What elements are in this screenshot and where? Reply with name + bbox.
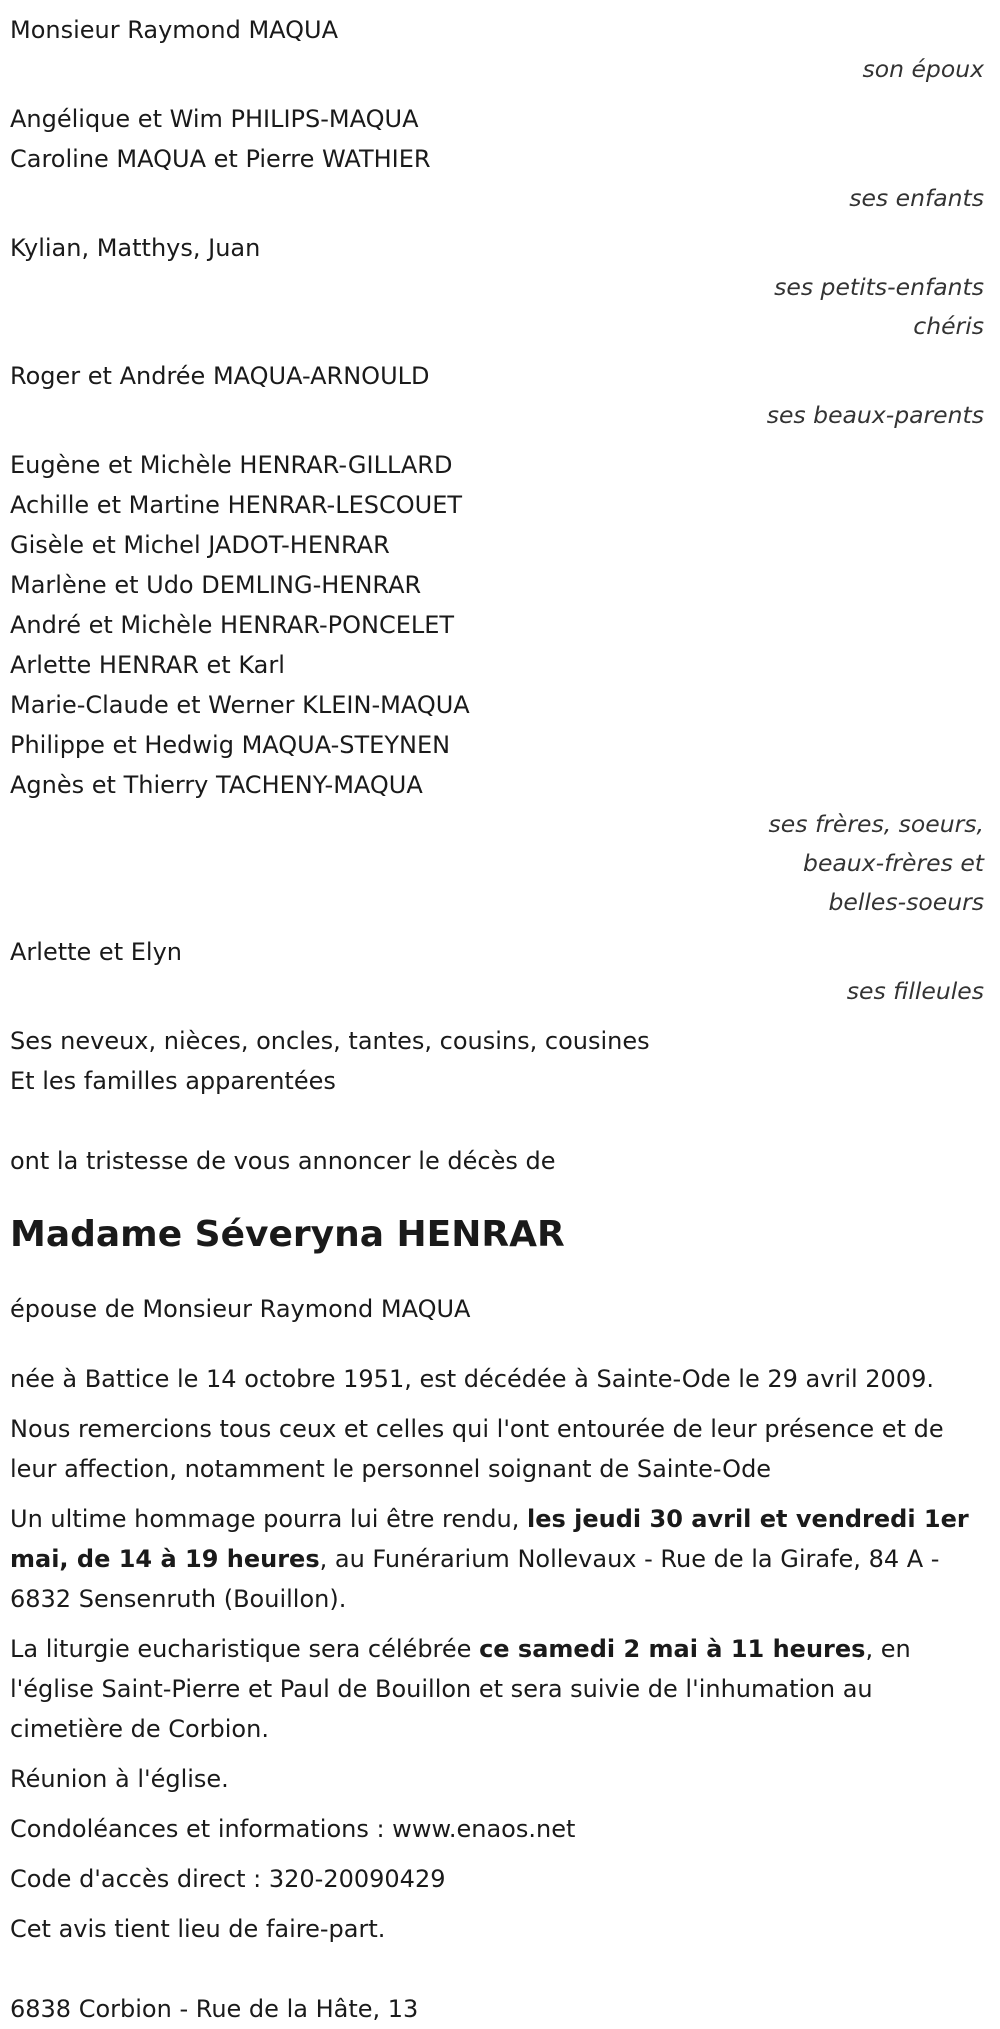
parents-in-law-role: ses beaux-parents: [766, 401, 984, 429]
related-families: Et les familles apparentées: [10, 1067, 336, 1095]
liturgy-location: , en l'église Saint-Pierre et Paul de Bouillon et sera suivie de l'inhumation au cimetière de Corbion.: [10, 1635, 911, 1743]
child-entry: Caroline MAQUA et Pierre WATHIER: [10, 145, 431, 173]
tribute-location: , au Funérarium Nollevaux - Rue de la Girafe, 84 A - 6832 Sensenruth (Bouillon).: [10, 1545, 940, 1613]
goddaughters-role: ses filleules: [846, 977, 984, 1005]
spouse-role: son époux: [862, 55, 984, 83]
grandchildren-names: Kylian, Matthys, Juan: [10, 234, 261, 262]
sibling-entry: Achille et Martine HENRAR-LESCOUET: [10, 491, 463, 519]
address-line: 6838 Corbion - Rue de la Hâte, 13: [10, 1995, 419, 2023]
child-entry: Angélique et Wim PHILIPS-MAQUA: [10, 105, 419, 133]
grandchildren-role-continued: chéris: [913, 312, 984, 340]
deceased-name: Madame Séveryna HENRAR: [10, 1214, 565, 1255]
siblings-role-continued: beaux-frères et: [803, 849, 984, 877]
spouse-name: Monsieur Raymond MAQUA: [10, 16, 339, 44]
sibling-entry: Marlène et Udo DEMLING-HENRAR: [10, 571, 422, 599]
goddaughters-names: Arlette et Elyn: [10, 938, 182, 966]
notice-paragraph: Cet avis tient lieu de faire-part.: [10, 1915, 386, 1943]
liturgy-intro: La liturgie eucharistique sera célébrée: [10, 1635, 480, 1663]
siblings-role: ses frères, soeurs,: [768, 810, 984, 838]
sibling-entry: André et Michèle HENRAR-PONCELET: [10, 611, 455, 639]
announcement-intro: ont la tristesse de vous annoncer le décès de: [10, 1147, 556, 1175]
parents-in-law: Roger et Andrée MAQUA-ARNOULD: [10, 362, 430, 390]
siblings-role-continued: belles-soeurs: [828, 888, 984, 916]
sibling-entry: Arlette HENRAR et Karl: [10, 651, 285, 679]
condolences-paragraph: Condoléances et informations : www.enaos.net: [10, 1815, 576, 1843]
extended-family: Ses neveux, nièces, oncles, tantes, cousins, cousines: [10, 1027, 650, 1055]
reunion-paragraph: Réunion à l'église.: [10, 1765, 229, 1793]
birth-death-paragraph: née à Battice le 14 octobre 1951, est décédée à Sainte-Ode le 29 avril 2009.: [10, 1365, 934, 1393]
sibling-entry: Gisèle et Michel JADOT-HENRAR: [10, 531, 390, 559]
sibling-entry: Agnès et Thierry TACHENY-MAQUA: [10, 771, 423, 799]
thanks-paragraph: Nous remercions tous ceux et celles qui l'ont entourée de leur présence et de leur affection, notamment le personnel soignant de Sainte-Ode: [10, 1415, 944, 1483]
children-role: ses enfants: [849, 184, 984, 212]
access-code-paragraph: Code d'accès direct : 320-20090429: [10, 1865, 446, 1893]
spouse-line: épouse de Monsieur Raymond MAQUA: [10, 1295, 471, 1323]
tribute-dates: les jeudi 30 avril et vendredi 1er mai, de 14 à 19 heures: [10, 1505, 969, 1573]
liturgy-paragraph: [10, 1629, 984, 1749]
sibling-entry: Eugène et Michèle HENRAR-GILLARD: [10, 451, 453, 479]
tribute-intro: Un ultime hommage pourra lui être rendu,: [10, 1505, 528, 1533]
sibling-entry: Philippe et Hedwig MAQUA-STEYNEN: [10, 731, 451, 759]
sibling-entry: Marie-Claude et Werner KLEIN-MAQUA: [10, 691, 470, 719]
tribute-paragraph: [10, 1499, 984, 1619]
grandchildren-role: ses petits-enfants: [774, 273, 984, 301]
liturgy-date: ce samedi 2 mai à 11 heures: [479, 1635, 866, 1663]
